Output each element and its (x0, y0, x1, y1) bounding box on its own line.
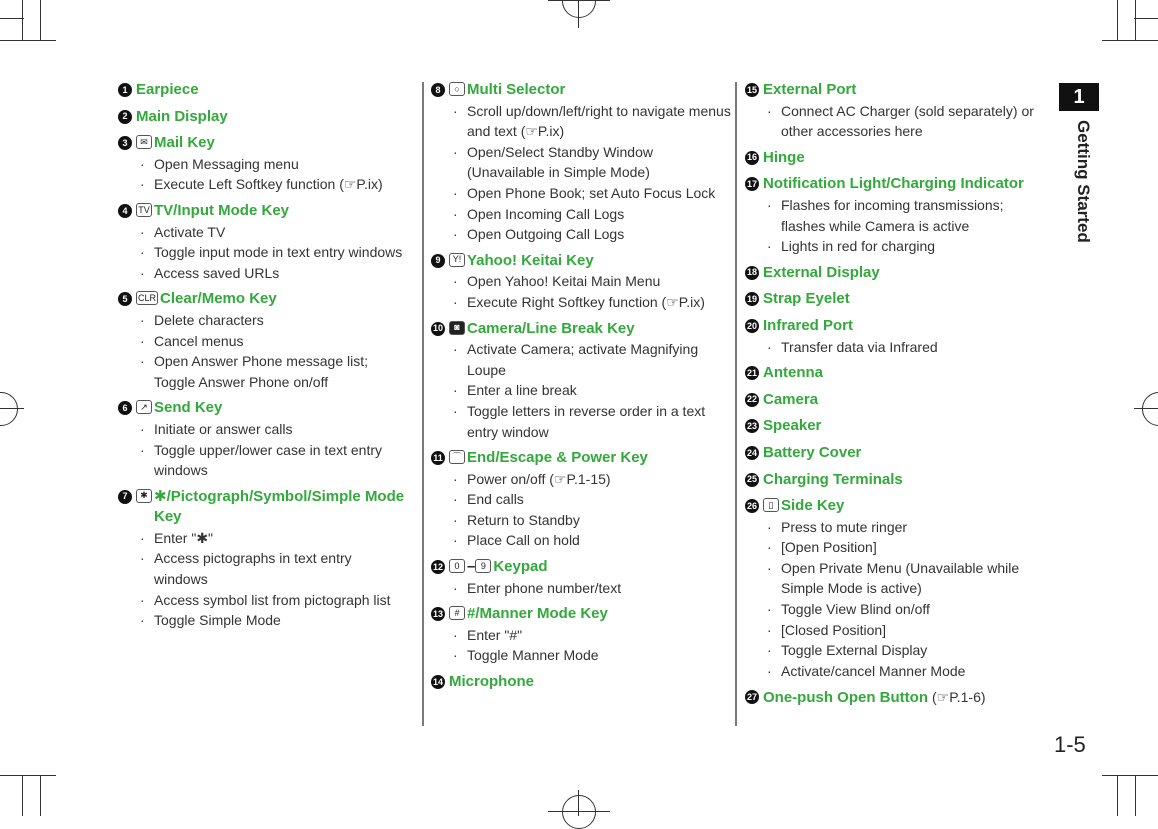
item-heading (118, 289, 408, 310)
item-title-text: Earpiece (136, 81, 199, 98)
item-title (763, 174, 1045, 195)
item-title (154, 487, 408, 528)
item-title (467, 604, 731, 625)
item-title-text: Main Display (136, 107, 228, 125)
item-heading (745, 363, 1045, 384)
item-detail: · Access symbol list from pictograph list (118, 590, 408, 611)
crop-mark (40, 0, 41, 40)
item-number-badge: 25 (745, 473, 759, 487)
item-heading (745, 496, 1045, 517)
item-number-badge: 17 (745, 177, 759, 191)
item-title-text: Notification Light/Charging Indicator (763, 175, 1024, 193)
item-title-text: Side Key (781, 497, 845, 515)
parts-list-item (118, 289, 408, 392)
parts-list-item (745, 687, 1045, 709)
item-title (160, 289, 408, 310)
item-details-list (431, 101, 731, 245)
item-number-badge: 1 (118, 83, 132, 97)
crop-mark (1117, 775, 1118, 816)
chapter-number: 1 (1059, 83, 1099, 111)
crop-mark (0, 18, 24, 19)
parts-list-item (431, 557, 731, 598)
item-title-text: Battery Cover (763, 443, 862, 461)
crop-mark (578, 790, 579, 816)
column-divider (422, 82, 424, 726)
item-title-text: Microphone (449, 673, 534, 691)
crop-mark (578, 0, 579, 28)
key-icon: ✱ (136, 489, 152, 503)
item-detail: · Open Incoming Call Logs (431, 204, 731, 225)
item-details-list (118, 222, 408, 284)
parts-list-item (431, 672, 731, 693)
item-title (763, 316, 1045, 337)
parts-list-item (745, 363, 1045, 384)
item-detail: · Toggle View Blind on/off (745, 599, 1045, 620)
range-dash: – (467, 558, 476, 576)
item-detail: · Activate/cancel Manner Mode (745, 661, 1045, 682)
item-title (763, 443, 1045, 464)
key-icon: TV (136, 203, 152, 217)
item-title-text: Speaker (763, 417, 822, 435)
item-number-badge: 23 (745, 419, 759, 433)
item-detail: · Activate Camera; activate Magnifying Loupe (431, 339, 731, 380)
item-title (763, 390, 1045, 411)
item-detail: · Toggle upper/lower case in text entry windows (118, 440, 408, 481)
item-number-badge: 12 (431, 560, 445, 574)
crop-mark (0, 775, 56, 776)
item-title (449, 672, 731, 693)
crop-mark (0, 40, 56, 41)
item-title (763, 148, 1045, 169)
item-number-badge: 8 (431, 83, 445, 97)
registration-mark (562, 0, 596, 18)
item-number-badge: 11 (431, 451, 445, 465)
item-detail: · Cancel menus (118, 331, 408, 352)
item-number-badge: 13 (431, 607, 445, 621)
item-title-text: Camera (763, 390, 819, 408)
item-title (467, 448, 731, 469)
item-title (136, 80, 408, 101)
item-detail: · Toggle letters in reverse order in a text entry window (431, 401, 731, 442)
item-details-list (431, 578, 731, 599)
item-number-badge: 4 (118, 204, 132, 218)
item-heading (431, 80, 731, 101)
registration-mark (1142, 392, 1158, 426)
item-title (467, 319, 731, 340)
item-title (493, 557, 731, 578)
item-title (154, 398, 408, 419)
parts-list-item (431, 448, 731, 551)
item-title-text: #/Manner Mode Key (467, 605, 608, 623)
parts-list-item (118, 107, 408, 128)
item-title (136, 107, 408, 128)
item-heading (431, 557, 731, 578)
column-divider (735, 82, 737, 726)
item-title (763, 80, 1045, 101)
item-detail: · Enter "✱" (118, 528, 408, 549)
key-icon: ○ (449, 82, 465, 96)
crop-mark (1102, 775, 1158, 776)
item-title-text: Charging Terminals (763, 470, 903, 488)
item-details-list (118, 310, 408, 392)
item-title-text: External Port (763, 81, 857, 98)
column-2 (431, 80, 731, 699)
item-title (763, 363, 1045, 384)
item-number-badge: 19 (745, 292, 759, 306)
parts-list-item (118, 133, 408, 195)
item-detail: · Flashes for incoming transmissions; flashes while Camera is active (745, 195, 1045, 236)
crop-mark (40, 775, 41, 816)
chapter-title: Getting Started (1074, 120, 1093, 243)
item-detail: · Open Answer Phone message list; Toggle Answer Phone on/off (118, 351, 408, 392)
item-heading (118, 133, 408, 154)
item-detail: · Place Call on hold (431, 530, 731, 551)
item-detail: · End calls (431, 489, 731, 510)
parts-list-item (431, 80, 731, 245)
item-title-text: Strap Eyelet (763, 290, 850, 308)
item-detail: · [Closed Position] (745, 620, 1045, 641)
item-title (154, 201, 408, 222)
item-heading (745, 687, 1045, 709)
item-number-badge: 6 (118, 401, 132, 415)
registration-mark (0, 392, 18, 426)
item-detail: · Connect AC Charger (sold separately) or other accessories here (745, 101, 1045, 142)
item-details-list (431, 271, 731, 312)
item-details-list (431, 625, 731, 666)
item-detail: · Power on/off (☞P.1-15) (431, 469, 731, 490)
item-details-list (431, 469, 731, 551)
item-number-badge: 2 (118, 110, 132, 124)
parts-list-item (118, 398, 408, 480)
item-number-badge: 3 (118, 136, 132, 150)
item-details-list (118, 419, 408, 481)
item-number-badge: 14 (431, 675, 445, 689)
crop-mark (1134, 18, 1158, 19)
item-title-text: Multi Selector (467, 81, 566, 98)
key-icon: 0 (449, 559, 465, 573)
item-number-badge: 15 (745, 83, 759, 97)
item-detail: · Scroll up/down/left/right to navigate menus and text (☞P.ix) (431, 101, 731, 142)
item-number-badge: 21 (745, 366, 759, 380)
registration-mark (562, 795, 596, 829)
item-title-text: End/Escape & Power Key (467, 449, 648, 467)
item-detail: · Open/Select Standby Window (Unavailable in Simple Mode) (431, 142, 731, 183)
item-heading (745, 174, 1045, 195)
item-detail: · Activate TV (118, 222, 408, 243)
item-number-badge: 9 (431, 254, 445, 268)
item-heading (118, 80, 408, 101)
item-title (763, 289, 1045, 310)
key-icon: # (449, 606, 465, 620)
item-title (467, 80, 731, 101)
parts-list-item (745, 263, 1045, 284)
item-detail: · Execute Left Softkey function (☞P.ix) (118, 174, 408, 195)
item-title-text: Yahoo! Keitai Key (467, 251, 594, 269)
item-detail: · Toggle External Display (745, 640, 1045, 661)
parts-list-item (745, 416, 1045, 437)
item-title (763, 416, 1045, 437)
item-heading (745, 148, 1045, 169)
crop-mark (1135, 0, 1136, 40)
item-number-badge: 5 (118, 292, 132, 306)
item-title-text: Send Key (154, 399, 223, 417)
item-heading (431, 448, 731, 469)
item-detail: · Open Phone Book; set Auto Focus Lock (431, 183, 731, 204)
item-heading (745, 289, 1045, 310)
column-1 (118, 80, 408, 637)
item-number-badge: 10 (431, 322, 445, 336)
item-heading (745, 390, 1045, 411)
item-title-text: External Display (763, 263, 880, 281)
crop-mark (1134, 408, 1158, 409)
item-detail: · Execute Right Softkey function (☞P.ix) (431, 292, 731, 313)
item-title-text: ✱/Pictograph/Symbol/Simple Mode Key (154, 487, 405, 526)
parts-list-item (431, 251, 731, 313)
item-detail: · Access saved URLs (118, 263, 408, 284)
item-detail: · Open Messaging menu (118, 154, 408, 175)
parts-list-item (118, 80, 408, 101)
parts-list-item (745, 174, 1045, 256)
key-icon: ◙ (449, 321, 465, 335)
item-detail: · Enter phone number/text (431, 578, 731, 599)
item-heading (118, 201, 408, 222)
item-number-badge: 18 (745, 266, 759, 280)
page-reference: (☞P.1-6) (931, 689, 986, 706)
item-heading (431, 319, 731, 340)
item-heading (745, 443, 1045, 464)
item-detail: · Lights in red for charging (745, 236, 1045, 257)
key-icon: ↗ (136, 400, 152, 414)
parts-list-item (745, 443, 1045, 464)
item-detail: · Open Private Menu (Unavailable while Simple Mode is active) (745, 558, 1045, 599)
item-title-text: TV/Input Mode Key (154, 201, 289, 219)
item-detail: · Open Outgoing Call Logs (431, 224, 731, 245)
item-detail: · Delete characters (118, 310, 408, 331)
item-detail: · Return to Standby (431, 510, 731, 531)
parts-list-item (745, 390, 1045, 411)
item-details-list (431, 339, 731, 442)
item-detail: · Press to mute ringer (745, 517, 1045, 538)
item-details-list (745, 101, 1045, 142)
parts-list-item (745, 316, 1045, 357)
item-details-list (745, 195, 1045, 257)
crop-mark (548, 811, 610, 812)
item-heading (118, 107, 408, 128)
item-number-badge: 7 (118, 490, 132, 504)
item-heading (745, 416, 1045, 437)
column-3 (745, 80, 1045, 715)
key-icon: CLR (136, 291, 158, 305)
item-heading (431, 251, 731, 272)
key-icon: 9 (475, 559, 491, 573)
parts-list-item (431, 319, 731, 443)
item-detail: · Transfer data via Infrared (745, 337, 1045, 358)
item-heading (118, 398, 408, 419)
item-detail: · Toggle input mode in text entry windows (118, 242, 408, 263)
item-detail: · Enter "#" (431, 625, 731, 646)
item-title-text: Hinge (763, 148, 805, 166)
item-heading (431, 672, 731, 693)
item-title (154, 133, 408, 154)
item-number-badge: 27 (745, 690, 759, 704)
parts-list-item (118, 487, 408, 631)
crop-mark (548, 0, 610, 1)
parts-list-item (431, 604, 731, 666)
item-title (763, 470, 1045, 491)
item-heading (745, 316, 1045, 337)
crop-mark (0, 408, 24, 409)
key-icon: Y! (449, 253, 465, 267)
item-details-list (118, 154, 408, 195)
key-icon: ⌒ (449, 450, 465, 464)
item-details-list (745, 517, 1045, 682)
item-heading (118, 487, 408, 528)
item-title-text: Keypad (493, 558, 548, 576)
item-detail: · Enter a line break (431, 380, 731, 401)
item-number-badge: 26 (745, 499, 759, 513)
key-icon: ✉ (136, 135, 152, 149)
item-title (781, 496, 1045, 517)
item-detail: · Initiate or answer calls (118, 419, 408, 440)
item-title-text: Antenna (763, 364, 823, 382)
item-detail: · [Open Position] (745, 537, 1045, 558)
item-heading (745, 263, 1045, 284)
item-title-text: Infrared Port (763, 316, 854, 334)
item-details-list (745, 337, 1045, 358)
item-number-badge: 16 (745, 151, 759, 165)
page-number: 1-5 (1054, 732, 1086, 757)
item-details-list (118, 528, 408, 631)
parts-list-item (745, 289, 1045, 310)
crop-mark (1135, 775, 1136, 816)
item-title-text: Camera/Line Break Key (467, 319, 635, 337)
item-title (763, 263, 1045, 284)
parts-list-item (745, 80, 1045, 142)
item-heading (745, 470, 1045, 491)
item-detail: · Open Yahoo! Keitai Main Menu (431, 271, 731, 292)
item-title-text: Mail Key (154, 134, 215, 152)
item-detail: · Toggle Simple Mode (118, 610, 408, 631)
crop-mark (22, 775, 23, 816)
key-icon: ▯ (763, 498, 779, 512)
item-number-badge: 22 (745, 393, 759, 407)
parts-list-item (745, 470, 1045, 491)
parts-list-item (745, 496, 1045, 681)
item-number-badge: 24 (745, 446, 759, 460)
parts-list-item (745, 148, 1045, 169)
item-detail: · Toggle Manner Mode (431, 645, 731, 666)
item-title-text: Clear/Memo Key (160, 290, 277, 308)
item-heading (745, 80, 1045, 101)
item-number-badge: 20 (745, 319, 759, 333)
crop-mark (22, 0, 23, 40)
item-detail: · Access pictographs in text entry windows (118, 548, 408, 589)
item-title-text: One-push Open Button (763, 689, 928, 707)
parts-list-item (118, 201, 408, 283)
item-title (763, 687, 1045, 709)
item-heading (431, 604, 731, 625)
item-title (467, 251, 731, 272)
crop-mark (1102, 40, 1158, 41)
crop-mark (1117, 0, 1118, 40)
